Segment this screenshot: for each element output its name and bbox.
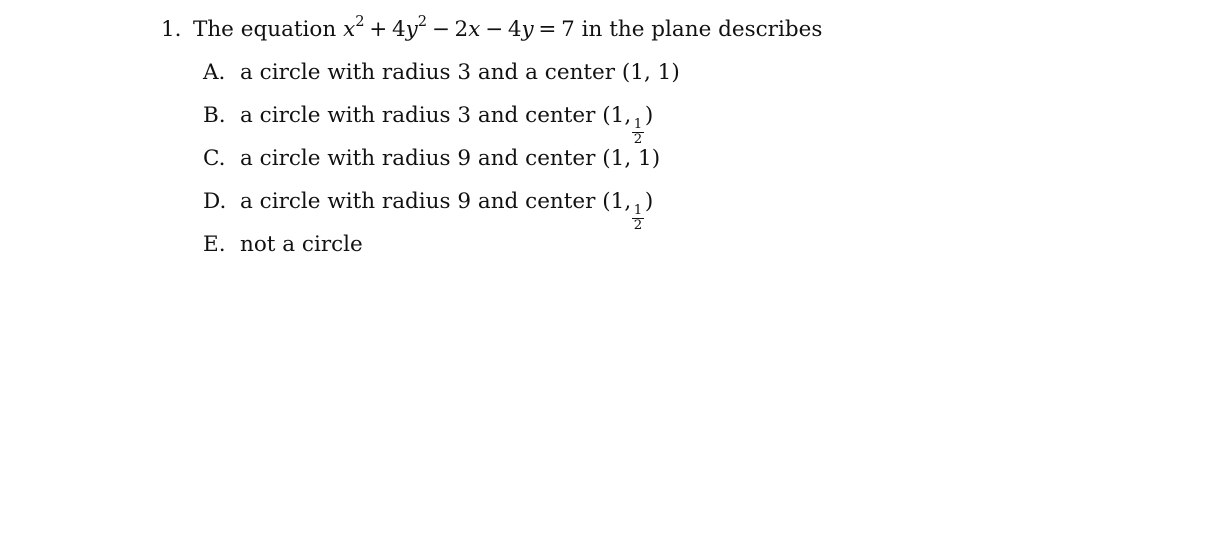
question-number: 1. xyxy=(161,17,182,42)
center-coordinates: (1, 1) xyxy=(621,60,680,85)
fraction: $\frac{1}{2}$ xyxy=(633,116,643,147)
choice-letter: E. xyxy=(203,232,226,257)
center-coordinates: (1, $\frac{1}{2}$ ) xyxy=(602,189,654,233)
question-stem-after: in the plane describes xyxy=(581,17,823,42)
equation: $x^2 + 4y^2 - 2x - 4y = 7$ xyxy=(343,12,575,42)
choice-letter: B. xyxy=(203,103,226,128)
choice-letter: C. xyxy=(203,146,226,171)
choice-letter: D. xyxy=(203,189,227,214)
choice-text: a circle with radius 9 and center (1, $\frac{1}{2}$ ) xyxy=(240,189,654,233)
choice-letter: A. xyxy=(203,60,226,85)
choice-text: not a circle xyxy=(240,232,363,257)
fraction: $\frac{1}{2}$ xyxy=(633,202,643,233)
center-coordinates: (1, $\frac{1}{2}$ ) xyxy=(602,103,654,147)
choice-d[interactable] xyxy=(203,191,680,234)
question-stem-before: The equation xyxy=(193,17,337,42)
choice-text: a circle with radius 3 and a center (1, 1) xyxy=(240,60,680,85)
answer-choices xyxy=(203,62,680,277)
question xyxy=(161,12,823,42)
center-coordinates: (1, 1) xyxy=(602,146,661,171)
choice-c[interactable] xyxy=(203,148,680,191)
choice-text: a circle with radius 9 and center (1, 1) xyxy=(240,146,661,171)
choice-b[interactable] xyxy=(203,105,680,148)
choice-text: a circle with radius 3 and center (1, $\frac{1}{2}$ ) xyxy=(240,103,654,147)
choice-a[interactable] xyxy=(203,62,680,105)
choice-e[interactable] xyxy=(203,234,680,277)
